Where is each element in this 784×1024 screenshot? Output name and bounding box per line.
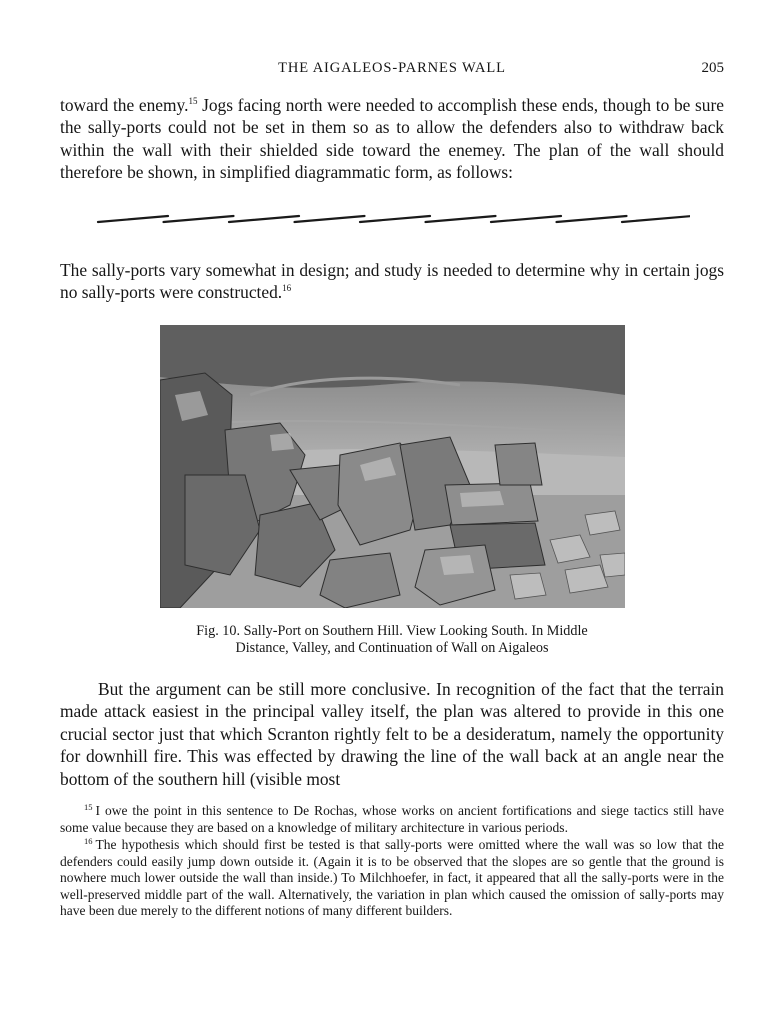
wall-segment bbox=[98, 216, 168, 222]
footnotes bbox=[60, 803, 724, 921]
footnote-15-text: I owe the point in this sentence to De Rochas, whose works on ancient fortifications and siege tactics still have some value because they are based on a knowledge of military architecture in various periods. bbox=[60, 803, 724, 835]
footnote-15-number: 15 bbox=[84, 802, 93, 812]
paragraph-3: But the argument can be still more conclusive. In recognition of the fact that the terrain made attack easiest in the principal valley itself, the plan was altered to provide in this one crucial sector just that which Scranton rightly felt to be a desideratum, namely the opportunity for downhill fire. This was effected by drawing the line of the wall back at an angle near the bottom of the southern hill (visible most bbox=[60, 679, 724, 789]
running-head bbox=[0, 60, 784, 82]
paragraph-2 bbox=[60, 259, 724, 304]
paragraph-1-text-end: Jogs facing north were needed to accomplish these ends, though to be sure the sally-ports could not be set in them so as to allow the defenders also to withdraw back within the wall with their shielded side toward the enemey. The plan of the wall should therefore be shown, in simplified diagrammatic form, as follows: bbox=[60, 95, 725, 183]
footnote-ref-15[interactable]: 15 bbox=[188, 96, 198, 106]
paragraph-1 bbox=[60, 94, 724, 184]
page-number: 205 bbox=[701, 60, 724, 76]
figure-caption-line-1: Fig. 10. Sally-Port on Southern Hill. View Looking South. In Middle bbox=[196, 623, 588, 639]
wall-segment bbox=[229, 216, 299, 222]
paragraph-2-text: The sally-ports vary somewhat in design; and study is needed to determine why in certain jogs no sally-ports were constructed. bbox=[60, 260, 724, 303]
wall-segment bbox=[164, 216, 234, 222]
running-head-title: THE AIGALEOS-PARNES WALL bbox=[278, 60, 506, 76]
wall-segment bbox=[557, 216, 627, 222]
footnote-15 bbox=[60, 803, 724, 836]
footnote-ref-16[interactable]: 16 bbox=[282, 283, 292, 294]
footnote-16-text: The hypothesis which should first be tested is that sally-ports were omitted where the wall was so low that the defenders could easily jump down outside it. (Again it is to be observed that the slopes are so gentle that the ground is nowhere much lower outside the wall than inside.) To Milchhoefer, in fact, it appeared that all the sally-ports were in the well-preserved middle part of the wall. Alternatively, the variation in plan which caused the omission of sally-ports may have been due merely to the different notions of many different builders. bbox=[60, 837, 724, 918]
sally-port-photograph bbox=[160, 325, 625, 608]
footnote-16 bbox=[60, 837, 724, 920]
figure-caption-line-2: Distance, Valley, and Continuation of Wall on Aigaleos bbox=[235, 640, 549, 656]
wall-segment bbox=[360, 216, 430, 222]
paragraph-1-text-start: toward the enemy. bbox=[60, 95, 189, 115]
wall-plan-diagram bbox=[96, 205, 690, 227]
footnote-16-number: 16 bbox=[84, 836, 93, 846]
wall-segment bbox=[426, 216, 496, 222]
wall-segment bbox=[295, 216, 365, 222]
wall-segment bbox=[622, 216, 690, 222]
wall-segment bbox=[491, 216, 561, 222]
figure-caption bbox=[100, 623, 684, 657]
